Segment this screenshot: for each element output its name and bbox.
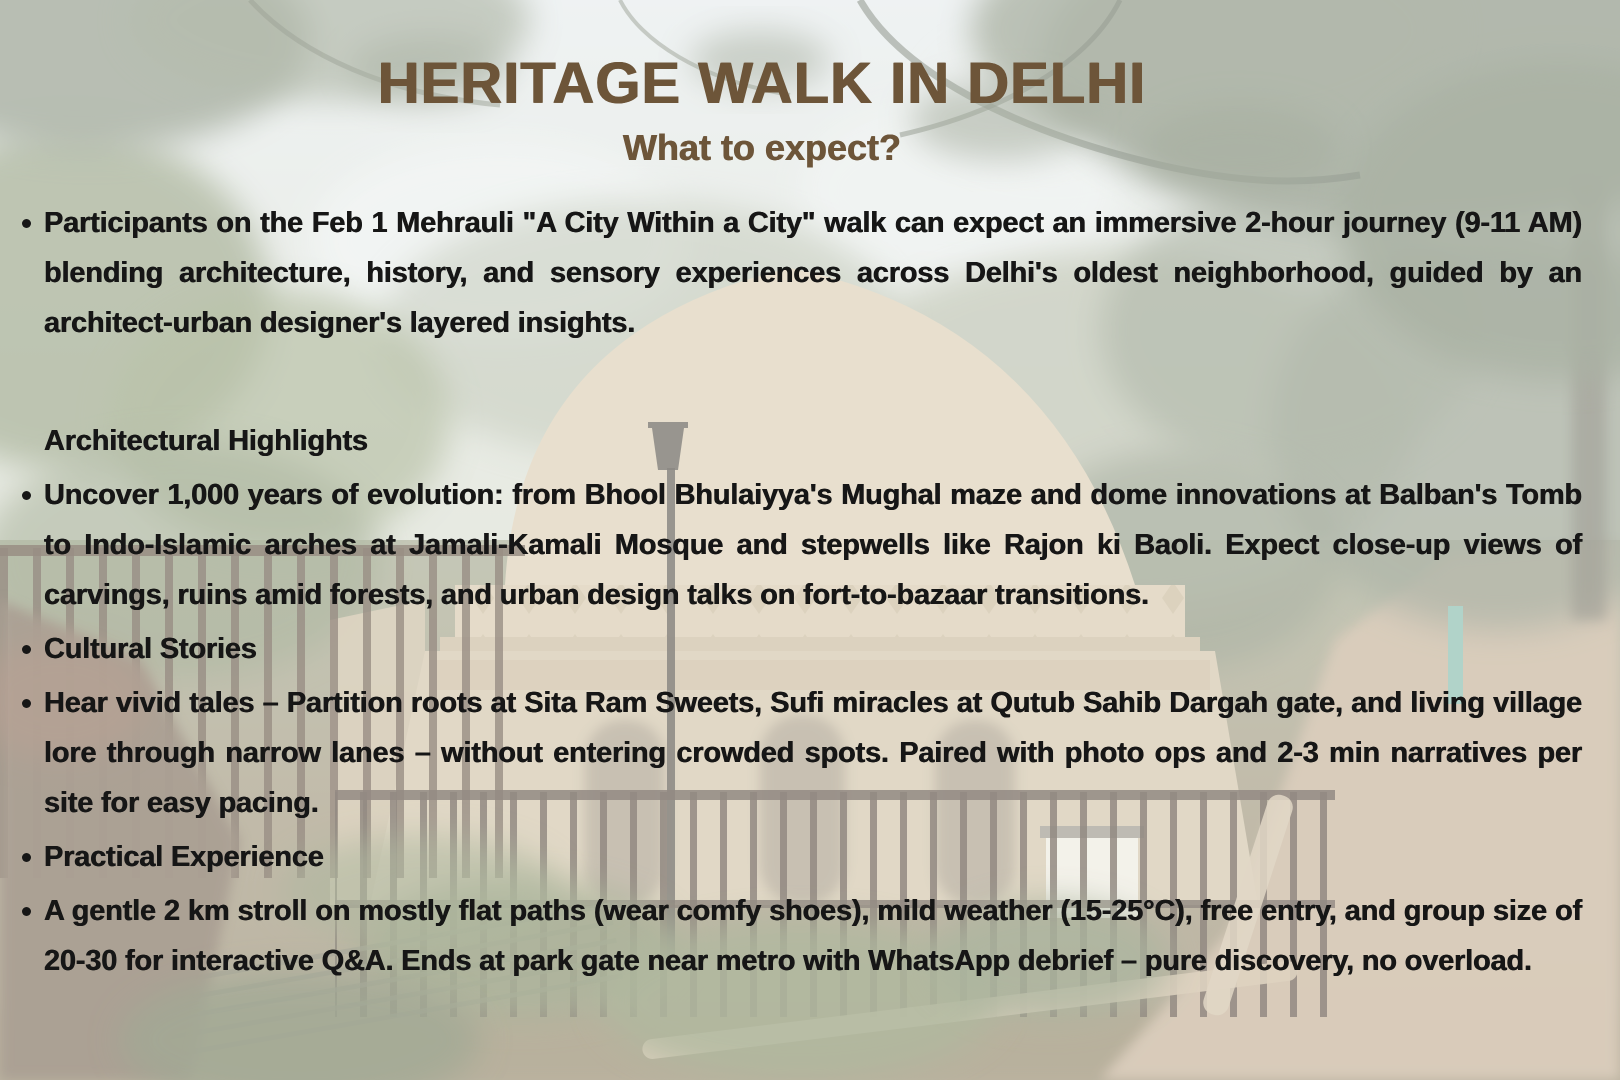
list-item-stories-detail — [20, 678, 1582, 828]
bullet-dot — [22, 645, 31, 654]
list-item-text: Cultural Stories — [44, 633, 257, 665]
list-item-intro — [20, 198, 1582, 348]
list-item-cultural-stories — [20, 624, 1582, 674]
bullet-dot — [22, 907, 31, 916]
list-item-architecture — [20, 470, 1582, 620]
list-item-text: Practical Experience — [44, 841, 324, 873]
list-item-text: Participants on the Feb 1 Mehrauli "A City Within a City" walk can expect an immersive 2-hour journey (9-11 AM) blending architecture, history, and sensory experiences across Delhi's oldest neighborhood, guided by an architect-urban designer's layered insights. — [44, 207, 1582, 339]
bullet-dot — [22, 853, 31, 862]
info-list — [0, 198, 1620, 990]
list-item-practical-experience — [20, 832, 1582, 882]
bullet-dot — [22, 491, 31, 500]
list-item-practical-detail — [20, 886, 1582, 986]
page-subtitle: What to expect? — [622, 127, 901, 168]
section-heading-text: Architectural Highlights — [44, 425, 368, 457]
bullet-dot — [22, 219, 31, 228]
header — [0, 50, 1524, 169]
page-title: HERITAGE WALK IN DELHI — [377, 51, 1147, 116]
bullet-dot — [22, 699, 31, 708]
section-heading-architectural-highlights — [20, 416, 1582, 466]
list-item-text: Hear vivid tales – Partition roots at Sita Ram Sweets, Sufi miracles at Qutub Sahib Dargah gate, and living village lore through narrow lanes – without entering crowded spots. Paired with photo ops and 2-3 min narratives per site for easy pacing. — [44, 687, 1582, 819]
list-item-text: A gentle 2 km stroll on mostly flat paths (wear comfy shoes), mild weather (15-25°C), free entry, and group size of 20-30 for interactive Q&A. Ends at park gate near metro with WhatsApp debrief – pure discovery, no overload. — [44, 895, 1582, 977]
list-item-text: Uncover 1,000 years of evolution: from Bhool Bhulaiyya's Mughal maze and dome innovations at Balban's Tomb to Indo-Islamic arches at Jamali-Kamali Mosque and stepwells like Rajon ki Baoli. Expect close-up views of carvings, ruins amid forests, and urban design talks on fort-to-bazaar transitions. — [44, 479, 1582, 611]
